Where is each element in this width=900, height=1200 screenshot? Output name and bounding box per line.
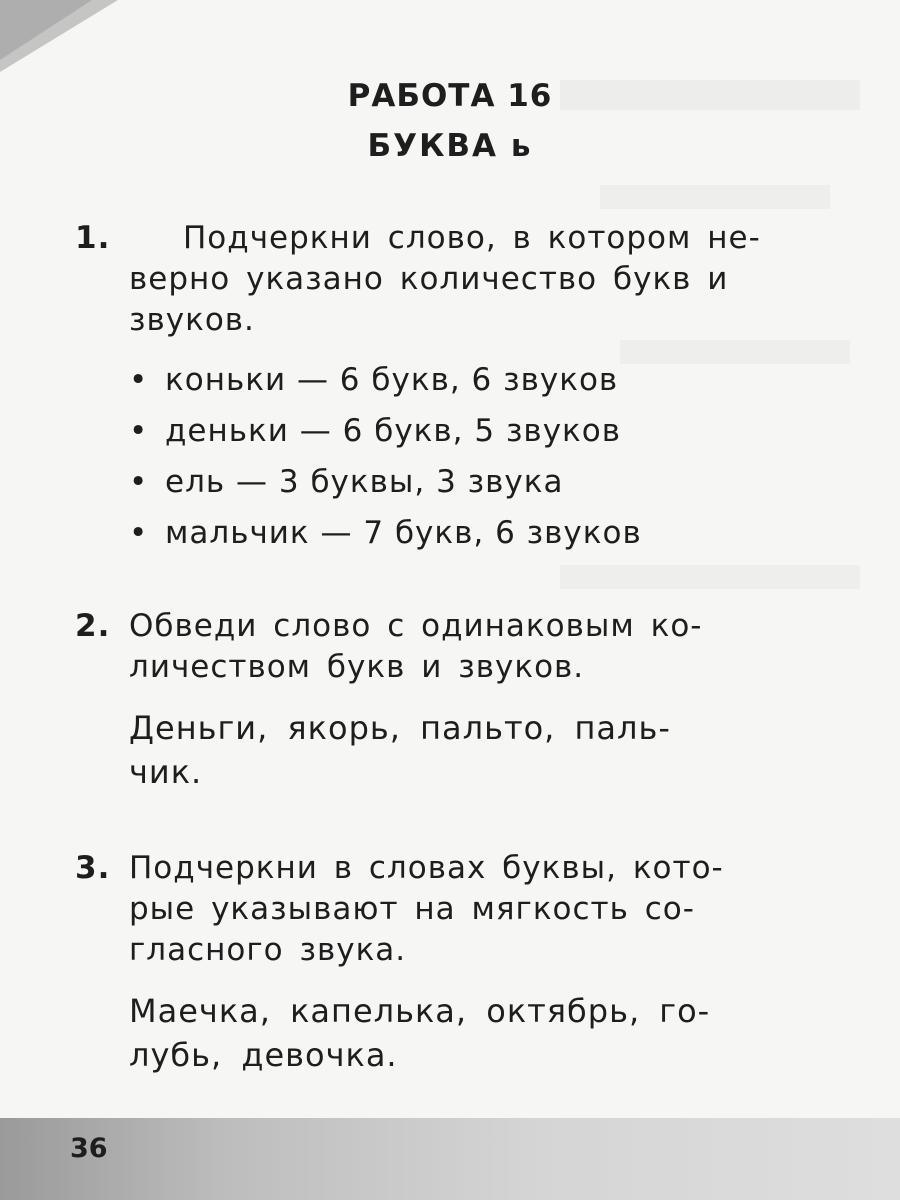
words-line: чик. xyxy=(129,753,203,791)
bleed-through-decoration-4 xyxy=(560,565,860,589)
list-item[interactable] xyxy=(129,457,840,508)
task-instruction xyxy=(129,218,840,341)
instruction-line: Подчеркни в словах буквы, кото- xyxy=(129,850,724,886)
task-3 xyxy=(75,848,840,1077)
bleed-through-decoration-2 xyxy=(600,185,830,209)
list-item[interactable] xyxy=(129,355,840,406)
bullet-icon: • xyxy=(129,464,149,500)
instruction-line: рые указывают на мягкость со- xyxy=(129,891,695,927)
words-line: Маечка, капелька, октябрь, го- xyxy=(129,992,711,1030)
instruction-line: гласного звука. xyxy=(129,932,407,968)
bullet-icon: • xyxy=(129,515,149,551)
instruction-line: Обведи слово с одинаковым ко- xyxy=(129,608,703,644)
instruction-line: Подчеркни слово, в котором не- xyxy=(183,220,761,256)
list-item[interactable] xyxy=(129,508,840,559)
page-title: РАБОТА 16 xyxy=(347,78,553,114)
task-words xyxy=(129,989,840,1077)
task-1 xyxy=(75,218,840,559)
option-text: деньки — 6 букв, 5 звуков xyxy=(165,413,622,449)
instruction-line: звуков. xyxy=(129,302,255,338)
task-number: 1. xyxy=(75,220,111,256)
instruction-line: верно указано количество букв и xyxy=(129,261,729,297)
task-2 xyxy=(75,606,840,794)
page-number: 36 xyxy=(70,1133,108,1164)
page-corner-shade-dark xyxy=(0,0,118,72)
task-instruction xyxy=(129,606,840,688)
instruction-line: личеством букв и звуков. xyxy=(129,649,585,685)
page-bottom-band xyxy=(0,1118,900,1200)
words-line: Деньги, якорь, пальто, паль- xyxy=(129,709,671,747)
task-instruction xyxy=(129,848,840,971)
option-text: ель — 3 буквы, 3 звука xyxy=(165,464,564,500)
option-text: мальчик — 7 букв, 6 звуков xyxy=(165,515,642,551)
answer-options-list xyxy=(129,355,840,559)
page-subtitle: БУКВА ь xyxy=(367,128,533,164)
words-line: лубь, девочка. xyxy=(129,1036,398,1074)
list-item[interactable] xyxy=(129,406,840,457)
task-number: 3. xyxy=(75,850,111,886)
bullet-icon: • xyxy=(129,413,149,449)
task-words xyxy=(129,706,840,794)
option-text: коньки — 6 букв, 6 звуков xyxy=(165,362,619,398)
task-number: 2. xyxy=(75,608,111,644)
bullet-icon: • xyxy=(129,362,149,398)
